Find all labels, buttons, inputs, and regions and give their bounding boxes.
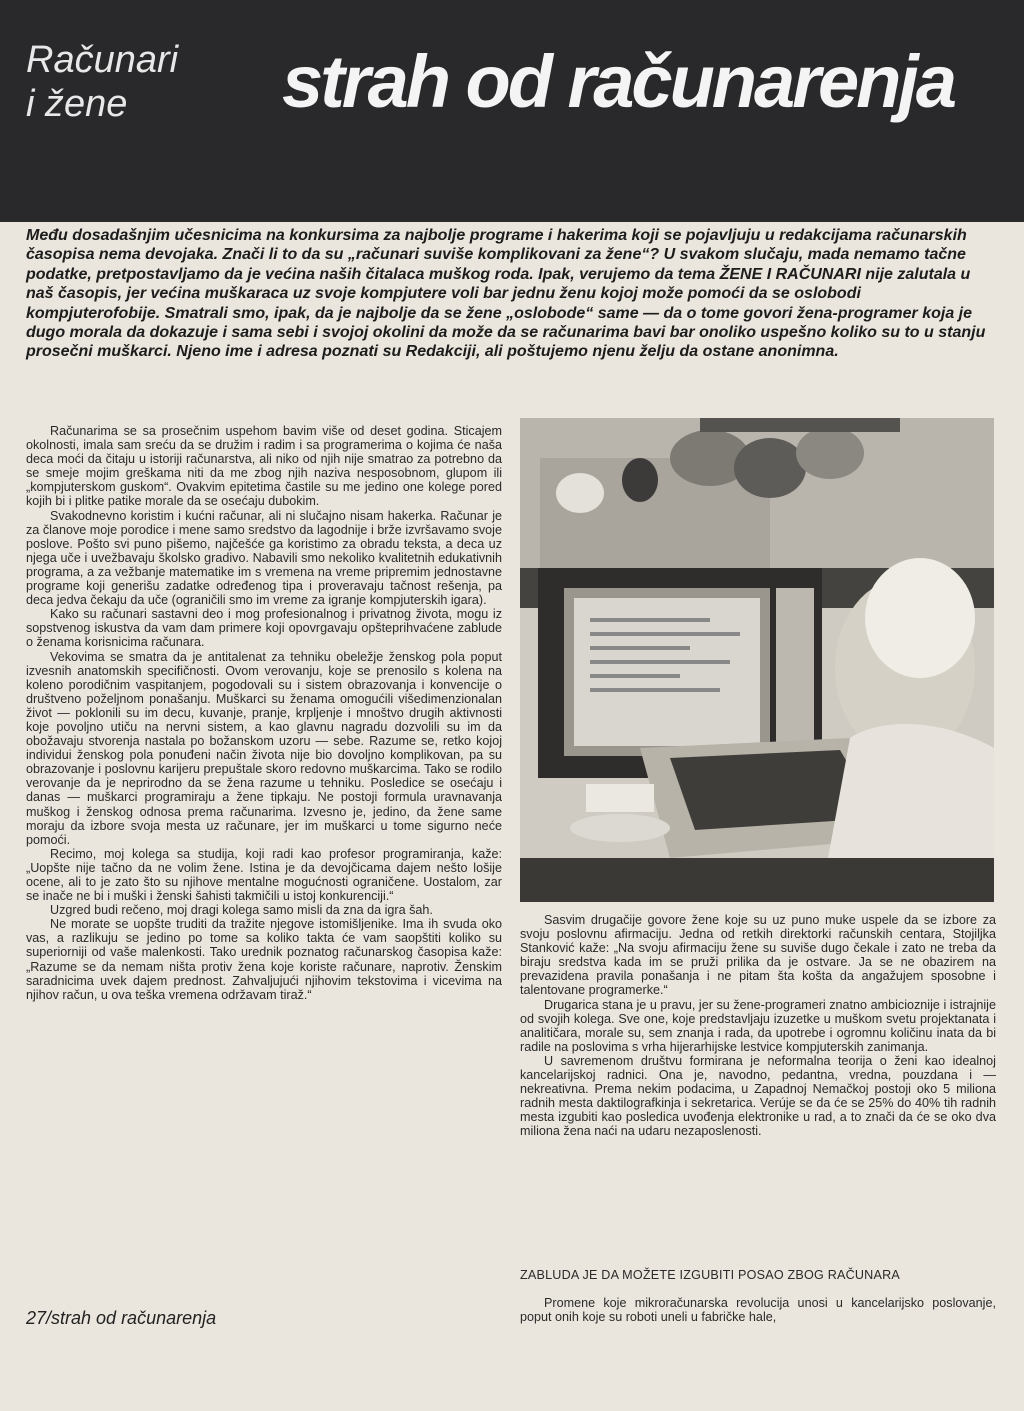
photo-illustration xyxy=(520,418,994,902)
section-label xyxy=(26,38,178,126)
paragraph: Promene koje mikroračunarska revolucija unosi u kancelarijsko poslovanje, poput onih koje su roboti uneli u fabričke hale, xyxy=(520,1296,996,1325)
section-label-line1: Računari xyxy=(26,39,179,81)
paragraph: Kako su računari sastavni deo i mog profesionalnog i privatnog života, mogu iz sopstvenog iskustva da vam dam primere koji opovrgavaju opšteprihvaćene zablude o ženama korisnicima računara. xyxy=(26,607,502,650)
article-photo xyxy=(520,418,994,902)
paragraph: Drugarica stana je u pravu, jer su žene-programeri znatno ambiciozniјe i istrajnije od svojih kolega. Sve one, koje predstavljaju izuzetke u muškom svetu projektanata i analitičara, morale su, sem znanja i rada, da upotrebe i ogromnu količinu inata da bi radile na poslovima s vrha hijerarhijske lestvice kompjuterskih zanimanja. xyxy=(520,997,996,1054)
article-intro: Među dosadašnjim učesnicima na konkursima za najbolje programe i hakerima koji se pojavljuju u redakcijama računarskih časopisa nema devojaka. Znači li to da su „računari suviše komplikovani za žene“? U svakom slučaju, mada nemamo tačne podatke, pretpostavljamo da je većina naših čitalaca muškog roda. Ipak, verujemo da tema ŽENE I RAČUNARI nije zalutala u naš časopis, jer većina muškaraca uz svoje kompjutere voli bar jednu ženu kojoj može pomoći da se oslobodi kompjuterofobije. Smatrali smo, ipak, da je najbolje da se žene „oslobode“ same — da o tome govori žena-programer koja je dugo morala da dokazuje i sama sebi i svojoj okolini da može da se računarima bavi bar onoliko uspešno koliko su to u stanju prosečni muškarci. Njeno ime i adresa poznati su Redakciji, ali poštujemo njenu želju da ostane anonimna. xyxy=(26,227,986,361)
paragraph: Uzgred budi rečeno, moj dragi kolega samo misli da zna da igra šah. xyxy=(50,903,433,918)
paragraph: Recimo, moj kolega sa studija, koji radi kao profesor programiranja, kaže: „Uopšte nije tačno da ne volim žene. Istina je da devojčicama dajem nešto lošije ocene, ali to je zato što su njihove mentalne mogućnosti ograničene. Uostalom, zar se inače ne bi i muški i ženski šahisti takmičili u istoj konkurenciji.“ xyxy=(26,846,502,904)
paragraph: Svakodnevno koristim i kućni računar, ali ni slučajno nisam hakerka. Računar je za članove moje porodice i mene samo sredstvo da lagodnije i brže izvršavamo svoje poslove. Pošto svi puno pišemo, najčešće ga koristimo za obradu teksta, a deca uz njega uče i uvežbavaju školsko gradivo. Nabavili smo nekoliko kvalitetnih edukativnih programa, a za vežbanje matematike im s vremena na vreme pripremim jednostavne programe koji generišu zadatke određenog tipa i proveravaju tačnost rešenja, pa deca jedva čekaju da uče (ograničili smo im vreme za igranje kompjuterskih igara). xyxy=(26,508,502,608)
article-title: strah od računarenja xyxy=(282,40,955,123)
paragraph: Sasvim drugačije govore žene koje su uz puno muke uspele da se izbore za svoju poslovnu afirmaciju. Jedna od retkih direktorki računskih centara, Stojiljka Stanković kaže: „Na svoju afirmaciju žene su suviše dugo čekale i zato ne treba da biraju sredstva kada im se pruži prilika da je ostvare. Ja se ne obazirem na prevazidena pravila ponašanja i ne pitam šta košta da angažujem sposobne i talentovane programerke.“ xyxy=(520,913,996,998)
left-column xyxy=(26,424,502,1302)
section-label-line2: i žene xyxy=(26,83,128,125)
right-column-end xyxy=(520,1296,996,1324)
paragraph: Vekovima se smatra da je antitalenat za tehniku obeležje ženskog pola poput izvesnih anatomskih specifičnosti. Ovom verovanju, koje se prenosilo s kolena na koleno porodičnim vaspitanjem, pogodovali su i sistem obrazovanja i konvencije o društveno poželjnom ponašanju. Muškarci su ženama omogućili višedimenzionalan život — poklonili su im decu, kuvanje, pranje, krpljenje i mnoštvo drugih aktivnosti koje povoljno utiču na nervni sistem, a kao glavnu nagradu dozvolili su im da obožavaju stvorenja nastala po božanskom uzoru — sebe. Razume se, retko kojoj individui ženskog pola ponuđeni način života nije bio dovoljno komplikovan, pa su obrazovanje i poslovnu karijeru prepuštale skoro redovno muškarcima. Tako se rodilo verovanje da je neprirodno da se žena razume u tehniku. Posledice se osećaju i danas — muškarci programiraju a žene tipkaju. Ne postoji formula uravnavanja muškog i ženskog odnosa prema računarima. Izvesno je, jedino, da žene same moraju da izbore svoja mesta uz računare, jer im muškarci u tome sigurno neće pomoći. xyxy=(26,649,502,847)
right-column xyxy=(520,913,996,1139)
paragraph: Računarima se sa prosečnim uspehom bavim više od deset godina. Sticajem okolnosti, imala sam sreću da se družim i radim i sa programerima o kojima će naša deca moći da čitaju u istoriji računarstva, ali niko od njih nije smatrao za potrebno da se smeje mojim greškama niti da me zbog njih naziva nesposobnom, glupom ili „kompjuterskom guskom“. Ovakvim epitetima častile su me jedino one kolege pored kojih bi i plitke patike morale da se osećaju dubokim. xyxy=(26,424,502,509)
page-footer: 27/strah od računarenja xyxy=(26,1308,217,1328)
section-subheading: ZABLUDA JE DA MOŽETE IZGUBITI POSAO ZBOG RAČUNARA xyxy=(520,1268,900,1282)
paragraph: U savremenom društvu formirana je neformalna teorija o ženi kao idealnoj kancelarijskoj radnici. Ona je, navodno, pedantna, vredna, pouzdana i — nekreativna. Prema nekim podacima, u Zapadnoj Nemačkoj postoji oko 5 miliona radnih mesta daktilografkinja i sekretarica. Verúje se da će se 25% do 40% tih radnih mesta izgubiti kao posledica uvođenja elektronike u rad, a to znači da će se oko dva miliona žena naći na udaru nezaposlenosti. xyxy=(520,1053,996,1139)
paragraph: Ne morate se uopšte truditi da tražite njegove istomišljenike. Ima ih svuda oko vas, a razlikuju se jedino po tome sa koliko takta će vam saopštiti koliko su superiorniji od vaše malenkosti. Tako urednik poznatog računarskog časopisa kaže: „Razume se da nemam ništa protiv žena koje koriste računare, naprotiv. Ženskim saradnicima uvek dajem prednost. Zahvaljujući njihovim tekstovima i vicevima na njihov račun, u ova teška vremena održavam tiraž.“ xyxy=(26,917,502,1002)
header-banner xyxy=(0,0,1024,222)
